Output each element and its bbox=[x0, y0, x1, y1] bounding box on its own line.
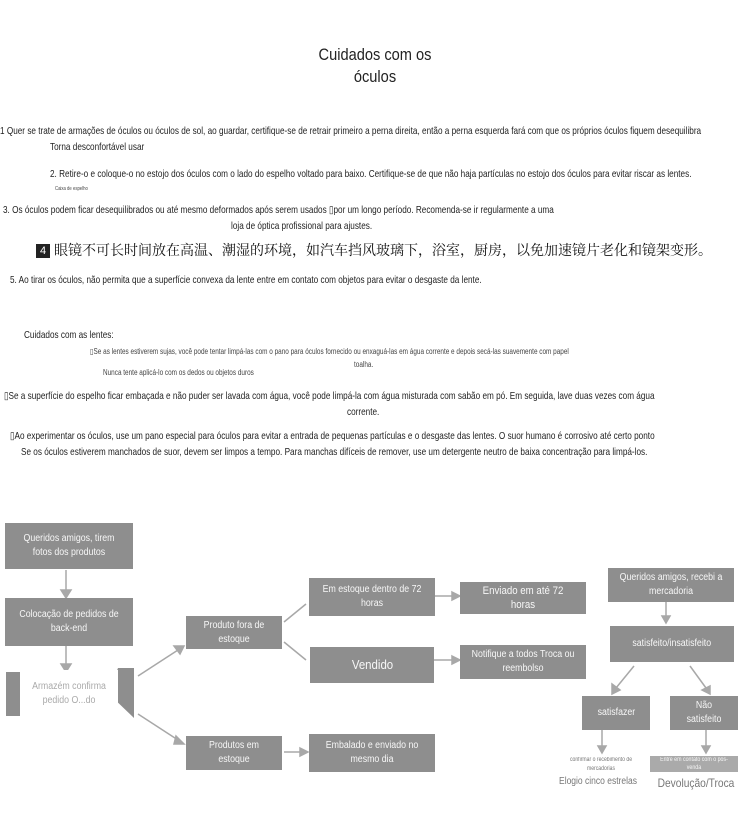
lens-care-heading: Cuidados com as lentes: bbox=[24, 329, 114, 341]
flow-confirm-note: confirmar o recebimento de mercadorias bbox=[569, 757, 633, 772]
flow-after-sale-note: Entre em contato com o pós-venda bbox=[650, 756, 738, 772]
lens-care-1-cont: toalha. bbox=[354, 360, 374, 369]
page-title: Cuidados com os óculos bbox=[318, 45, 432, 86]
flow-sold: Vendido bbox=[310, 647, 434, 683]
lens-care-2-cont: corrente. bbox=[347, 406, 380, 418]
lens-care-1-note: Nunca tente aplicá-lo com os dedos ou objetos duros bbox=[103, 368, 254, 377]
care-item-4 bbox=[36, 241, 712, 259]
flow-shipped-72h: Enviado em até 72 horas bbox=[460, 582, 586, 614]
flow-five-star: Elogio cinco estrelas bbox=[559, 776, 637, 787]
flow-return: Devolução/Troca bbox=[657, 776, 735, 790]
care-item-4-text: 眼镜不可长时间放在高温、潮湿的环境，如汽车挡风玻璃下，浴室，厨房，以免加速镜片老化和镜架变形。 bbox=[54, 242, 712, 258]
flow-packed: Embalado e enviado no mesmo dia bbox=[309, 734, 435, 772]
lens-care-1: ▯Se as lentes estiverem sujas, você pode tentar limpá-las com o pano para óculos fornecido ou enxaguá-las em água corrente e depois secá-las suavemente com papel bbox=[90, 347, 569, 356]
flow-satisfied: satisfazer bbox=[582, 696, 650, 730]
care-item-2: 2. Retire-o e coloque-o no estojo dos óculos com o lado do espelho voltado para baixo. Certifique-se de que não haja partículas no estojo dos óculos para evitar riscar as lentes. bbox=[50, 168, 692, 180]
care-item-2-note: Caixa de espelho bbox=[55, 186, 88, 192]
flow-in-stock: Produtos em estoque bbox=[186, 736, 282, 770]
care-item-3: 3. Os óculos podem ficar desequilibrados ou até mesmo deformados após serem usados ▯por um longo período. Recomenda-se ir regularmente a uma bbox=[3, 204, 554, 216]
flow-received: Queridos amigos, recebi a mercadoria bbox=[608, 568, 734, 602]
flow-order: Colocação de pedidos de back-end bbox=[5, 598, 133, 646]
flow-warehouse: Armazém confirma pedido O...do bbox=[20, 670, 118, 718]
flow-photos: Queridos amigos, tirem fotos dos produtos bbox=[5, 523, 133, 569]
flow-satisfied-question: satisfeito/insatisfeito bbox=[610, 626, 734, 662]
care-item-1: 1 Quer se trate de armações de óculos ou óculos de sol, ao guardar, certifique-se de retrair primeiro a perna direita, então a perna esquerda fará com que os próprios óculos fiquem desequilibra bbox=[0, 125, 702, 137]
number-badge: 4 bbox=[36, 244, 50, 258]
flow-unsatisfied: Não satisfeito bbox=[670, 696, 738, 730]
care-item-5: 5. Ao tirar os óculos, não permita que a superfície convexa da lente entre em contato com objetos para evitar o desgaste da lente. bbox=[10, 274, 482, 286]
care-item-1-cont: Torna desconfortável usar bbox=[50, 141, 145, 153]
lens-care-3-cont: Se os óculos estiverem manchados de suor, devem ser limpos a tempo. Para manchas difíceis de remover, use um detergente neutro de baixa concentração para limpá-los. bbox=[21, 446, 648, 458]
lens-care-3: ▯Ao experimentar os óculos, use um pano especial para óculos para evitar a entrada de pequenas partículas e o desgaste das lentes. O suor humano é corrosivo até certo ponto bbox=[10, 430, 655, 442]
flow-notify: Notifique a todos Troca ou reembolso bbox=[460, 645, 586, 679]
flow-out-of-stock: Produto fora de estoque bbox=[186, 616, 282, 649]
flow-restock-72h: Em estoque dentro de 72 horas bbox=[309, 578, 435, 616]
care-item-3-cont: loja de óptica profissional para ajustes. bbox=[231, 220, 373, 232]
lens-care-2: ▯Se a superfície do espelho ficar embaçada e não puder ser lavada com água, você pode limpá-la com água misturada com sabão em pó. Em seguida, lave duas vezes com água bbox=[4, 390, 655, 402]
